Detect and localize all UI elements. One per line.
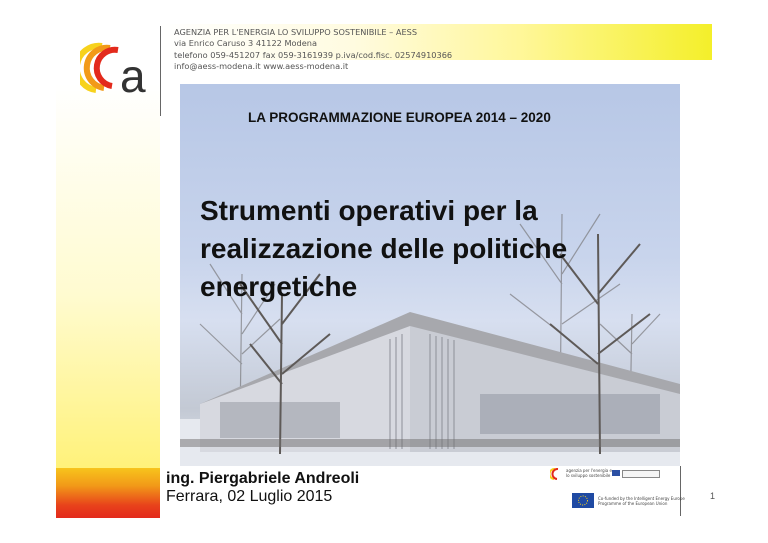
left-color-bar-bottom [56,468,160,518]
cofunding-text: Programme of the European Union [598,501,668,506]
aess-logo [80,38,154,98]
organization-info [174,27,452,72]
partner-text: agenzia per l'energia e [566,468,612,473]
partner-logo-box [622,470,660,478]
header-divider [160,26,161,116]
left-color-bar [56,84,160,468]
slide-title-line: realizzazione delle politiche [200,233,568,264]
partner-text: lo sviluppo sostenibile [566,473,611,478]
cofunding-text: Co-funded by the Intelligent Energy Europe [598,496,685,501]
org-name: AGENZIA PER L'ENERGIA LO SVILUPPO SOSTENIBILE – AESS [174,27,418,37]
eu-flag-icon [612,470,620,476]
eu-flag-icon [572,493,594,508]
slide-title [200,192,660,306]
partner-logos [550,466,685,514]
place-date: Ferrara, 02 Luglio 2015 [166,488,333,505]
footer-divider [680,466,681,516]
org-contacts: info@aess-modena.it www.aess-modena.it [174,60,349,71]
org-phone: telefono 059-451207 fax 059-3161939 p.iva/cod.fisc. 02574910366 [174,49,453,60]
slide-kicker: LA PROGRAMMAZIONE EUROPEA 2014 – 2020 [248,110,551,125]
page-number: 1 [710,491,716,501]
logo-arc-red [97,50,118,86]
author-name: ing. Piergabriele Andreoli [166,470,360,487]
aess-small-logo [550,468,564,480]
slide-title-line: Strumenti operativi per la [200,195,538,226]
slide-title-line: energetiche [200,271,358,302]
org-address: via Enrico Caruso 3 41122 Modena [174,38,317,49]
logo-letter: a [120,50,146,98]
